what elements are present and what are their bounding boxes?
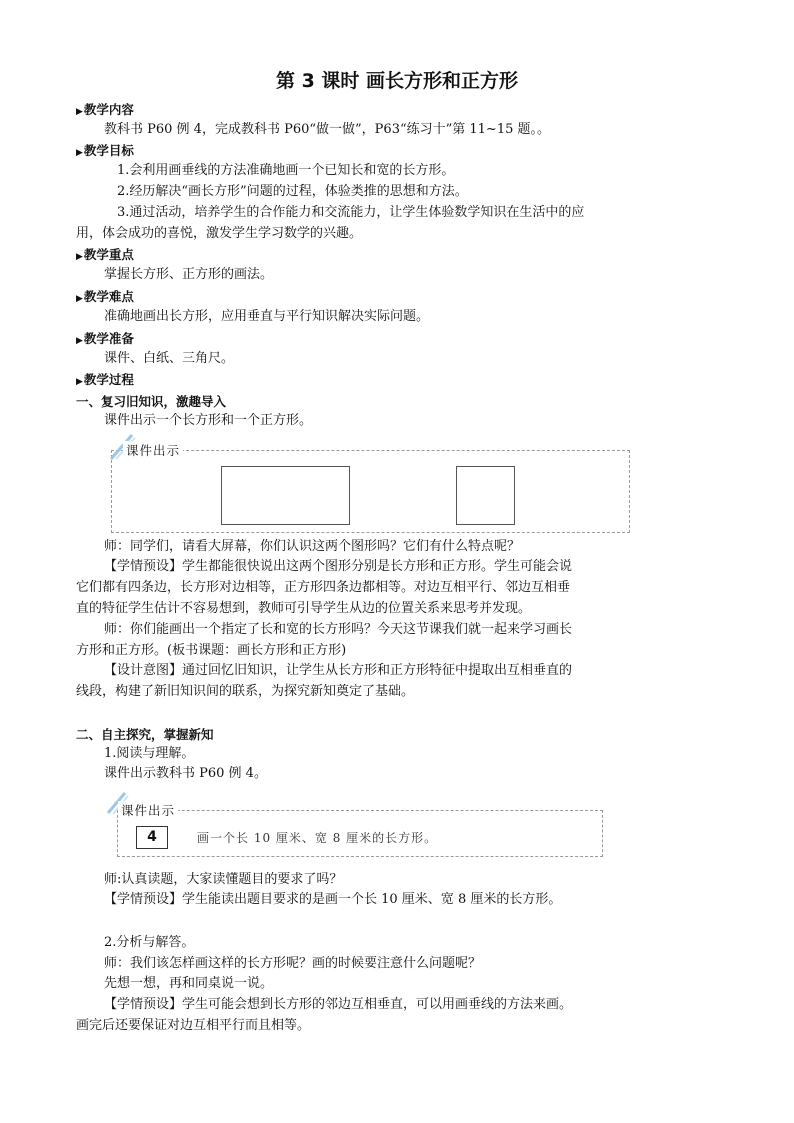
example-number-badge: 4	[136, 826, 168, 849]
design-intent-line: 【设计意图】通过回忆旧知识，让学生从长方形和正方形特征中提取出互相垂直的	[104, 663, 573, 678]
courseware-box	[111, 450, 630, 533]
prep-text: 课件、白纸、三角尺。	[104, 351, 235, 366]
section-heading-process: ▶教学过程	[76, 372, 134, 387]
section-heading-prep: ▶教学准备	[76, 331, 134, 346]
page-title: 第 3 课时 画长方形和正方形	[275, 70, 519, 92]
goal-item: 2.经历解决“画长方形”问题的过程，体验类推的思想和方法。	[117, 184, 468, 199]
difficult-text: 准确地画出长方形，应用垂直与平行知识解决实际问题。	[104, 309, 430, 324]
dialogue-line: 方形和正方形。(板书课题：画长方形和正方形)	[76, 643, 347, 658]
preset-line: 【学情预设】学生都能很快说出这两个图形分别是长方形和正方形。学生可能会说	[104, 559, 573, 574]
section-heading-content: ▶教学内容	[76, 102, 134, 117]
preset-line: 【学情预设】学生可能会想到长方形的邻边互相垂直，可以用画垂线的方法来画。	[104, 997, 573, 1012]
preset-line: 画完后还要保证对边互相平行而且相等。	[76, 1018, 311, 1033]
design-intent-line: 线段，构建了新旧知识间的联系，为探究新知奠定了基础。	[76, 684, 415, 699]
goal-item: 1.会利用画垂线的方法准确地画一个已知长和宽的长方形。	[117, 163, 455, 178]
key-text: 掌握长方形、正方形的画法。	[104, 267, 274, 282]
part2-intro: 课件出示教科书 P60 例 4。	[104, 766, 267, 781]
preset-line: 直的特征学生估计不容易想到，教师可引导学生从边的位置关系来思考并发现。	[76, 601, 532, 616]
content-text: 教科书 P60 例 4，完成教科书 P60“做一做”，P63“练习十”第 11~15 题。。	[104, 122, 550, 137]
goal-item-continued: 用，体会成功的喜悦，激发学生学习数学的兴趣。	[76, 226, 363, 241]
part1-intro: 课件出示一个长方形和一个正方形。	[104, 413, 313, 428]
rectangle-figure	[221, 466, 350, 525]
dialogue-line: 师：你们能画出一个指定了长和宽的长方形吗？今天这节课我们就一起来学习画长	[104, 622, 573, 637]
part2-heading: 二、自主探究，掌握新知	[76, 727, 214, 742]
step-label: 2.分析与解答。	[104, 935, 195, 950]
section-heading-key: ▶教学重点	[76, 247, 134, 262]
section-heading-difficult: ▶教学难点	[76, 289, 134, 304]
courseware-label: 课件出示	[118, 801, 178, 819]
square-figure	[456, 466, 515, 525]
example-text: 画一个长 10 厘米、宽 8 厘米的长方形。	[197, 831, 438, 845]
section-heading-goals: ▶教学目标	[76, 143, 134, 158]
dialogue-line: 师：我们该怎样画这样的长方形呢？画的时候要注意什么问题呢？	[104, 956, 482, 971]
preset-line: 它们都有四条边，长方形对边相等，正方形四条边都相等。对边互相平行、邻边互相垂	[76, 580, 571, 595]
preset-line: 【学情预设】学生能读出题目要求的是画一个长 10 厘米、宽 8 厘米的长方形。	[104, 892, 562, 907]
triangle-bullet-icon: ▶	[76, 252, 83, 262]
triangle-bullet-icon: ▶	[76, 107, 83, 117]
triangle-bullet-icon: ▶	[76, 336, 83, 346]
dialogue-line: 先想一想，再和同桌说一说。	[104, 976, 274, 991]
triangle-bullet-icon: ▶	[76, 294, 83, 304]
part1-heading: 一、复习旧知识，激趣导入	[76, 394, 227, 409]
courseware-label: 课件出示	[123, 441, 183, 459]
triangle-bullet-icon: ▶	[76, 148, 83, 158]
goal-item: 3.通过活动，培养学生的合作能力和交流能力，让学生体验数学知识在生活中的应	[117, 205, 585, 220]
triangle-bullet-icon: ▶	[76, 377, 83, 387]
step-label: 1.阅读与理解。	[104, 746, 195, 761]
dialogue-line: 师:认真读题，大家读懂题目的要求了吗？	[104, 872, 343, 887]
dialogue-line: 师：同学们，请看大屏幕，你们认识这两个图形吗？它们有什么特点呢？	[104, 539, 521, 554]
